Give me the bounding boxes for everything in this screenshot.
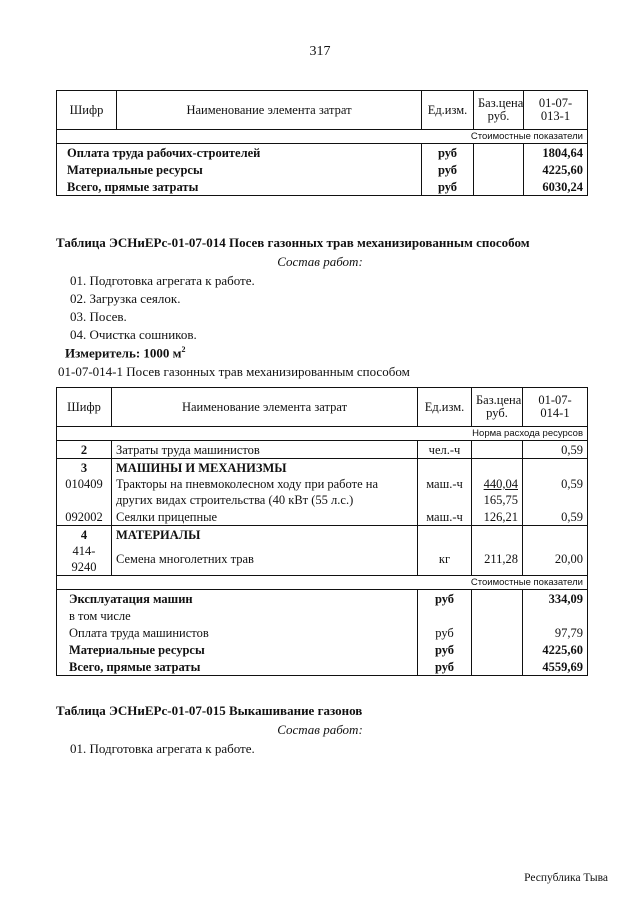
header-base-price: Баз.цена руб. <box>474 91 524 130</box>
norm-title: 01-07-014-1 Посев газонных трав механизированным способом <box>58 364 410 379</box>
header-code: Шифр <box>57 91 117 130</box>
section-resource-norm: Норма расхода ресурсов <box>57 427 588 441</box>
section-cost-indicators: Стоимостные показатели <box>57 130 588 144</box>
work-item: 01. Подготовка агрегата к работе. <box>70 741 255 756</box>
row-value: 334,09 <box>523 590 588 608</box>
row-name: Всего, прямые затраты <box>57 178 422 196</box>
meter-text: Измеритель: 1000 м <box>65 345 182 361</box>
row-name-line: других видах строительства (40 кВт (55 л.с.) <box>116 493 354 507</box>
page-number: 317 <box>309 44 331 59</box>
row-name: Материальные ресурсы <box>57 161 422 178</box>
table-row <box>57 543 588 576</box>
header-unit: Ед.изм. <box>422 91 474 130</box>
header-unit: Ед.изм. <box>418 388 472 427</box>
table-row <box>57 459 588 477</box>
header-norm-code: 01-07-014-1 <box>523 388 588 427</box>
table-row <box>57 526 588 544</box>
row-price: 126,21 <box>472 508 523 526</box>
footer-region: Республика Тыва <box>524 872 608 884</box>
row-value: 20,00 <box>523 543 588 576</box>
row-value: 97,79 <box>523 624 588 641</box>
row-name: Материальные ресурсы <box>57 641 418 658</box>
row-name <box>112 476 418 508</box>
work-composition-label: Состав работ: <box>277 254 363 269</box>
row-group-name: МАТЕРИАЛЫ <box>112 526 418 544</box>
row-value: 0,59 <box>523 476 588 508</box>
cost-table-01-07-013-1 <box>56 90 588 196</box>
row-price-line: 165,75 <box>483 493 518 507</box>
table-row <box>57 441 588 459</box>
row-price <box>472 476 523 508</box>
cost-table-01-07-014-1 <box>56 387 588 676</box>
row-unit: кг <box>418 543 472 576</box>
row-name: Затраты труда машинистов <box>112 441 418 459</box>
table-row <box>57 508 588 526</box>
work-item: 04. Очистка сошников. <box>70 327 197 342</box>
row-name: Оплата труда рабочих-строителей <box>57 144 422 162</box>
row-unit: руб <box>418 641 472 658</box>
row-code: 4 <box>57 526 112 544</box>
meter-label <box>65 345 186 361</box>
table-row <box>57 178 588 196</box>
table-row <box>57 624 588 641</box>
row-unit: руб <box>418 624 472 641</box>
row-value: 0,59 <box>523 441 588 459</box>
table-row <box>57 590 588 608</box>
work-composition-label: Состав работ: <box>277 722 363 737</box>
row-value: 0,59 <box>523 508 588 526</box>
row-name: Сеялки прицепные <box>112 508 418 526</box>
row-unit: руб <box>418 658 472 676</box>
table-caption-015: Таблица ЭСНиЕРс-01-07-015 Выкашивание газонов <box>56 703 363 718</box>
table-row <box>57 641 588 658</box>
row-unit: маш.-ч <box>418 508 472 526</box>
row-name: Оплата труда машинистов <box>57 624 418 641</box>
row-name: Семена многолетних трав <box>112 543 418 576</box>
section-cost-indicators: Стоимостные показатели <box>57 576 588 590</box>
row-name: Всего, прямые затраты <box>57 658 418 676</box>
work-item: 03. Посев. <box>70 309 127 324</box>
table-row <box>57 607 588 624</box>
row-code: 3 <box>57 459 112 477</box>
row-unit: руб <box>422 144 474 162</box>
row-code: 092002 <box>57 508 112 526</box>
header-name: Наименование элемента затрат <box>112 388 418 427</box>
table-caption-014: Таблица ЭСНиЕРс-01-07-014 Посев газонных трав механизированным способом <box>56 235 530 250</box>
row-value: 4225,60 <box>523 641 588 658</box>
row-group-name: МАШИНЫ И МЕХАНИЗМЫ <box>112 459 418 477</box>
row-code: 010409 <box>57 476 112 508</box>
header-base-price: Баз.цена руб. <box>472 388 523 427</box>
row-value: 4559,69 <box>523 658 588 676</box>
row-value: 6030,24 <box>524 178 588 196</box>
row-value: 4225,60 <box>524 161 588 178</box>
row-name: Эксплуатация машин <box>57 590 418 608</box>
table-row <box>57 161 588 178</box>
row-unit: руб <box>418 590 472 608</box>
work-item: 01. Подготовка агрегата к работе. <box>70 273 255 288</box>
row-code: 2 <box>57 441 112 459</box>
table-row <box>57 658 588 676</box>
table-row <box>57 144 588 162</box>
row-name-line: Тракторы на пневмоколесном ходу при работе на <box>116 477 378 491</box>
row-value: 1804,64 <box>524 144 588 162</box>
row-unit: руб <box>422 161 474 178</box>
work-item: 02. Загрузка сеялок. <box>70 291 181 306</box>
row-price: 211,28 <box>472 543 523 576</box>
table-row <box>57 476 588 508</box>
row-unit: чел.-ч <box>418 441 472 459</box>
row-price-line: 440,04 <box>483 477 518 491</box>
meter-sup: 2 <box>181 345 186 354</box>
row-code: 414-9240 <box>57 543 112 576</box>
row-unit: руб <box>422 178 474 196</box>
row-name: в том числе <box>57 607 418 624</box>
header-code: Шифр <box>57 388 112 427</box>
header-norm-code: 01-07-013-1 <box>524 91 588 130</box>
row-unit: маш.-ч <box>418 476 472 508</box>
header-name: Наименование элемента затрат <box>117 91 422 130</box>
